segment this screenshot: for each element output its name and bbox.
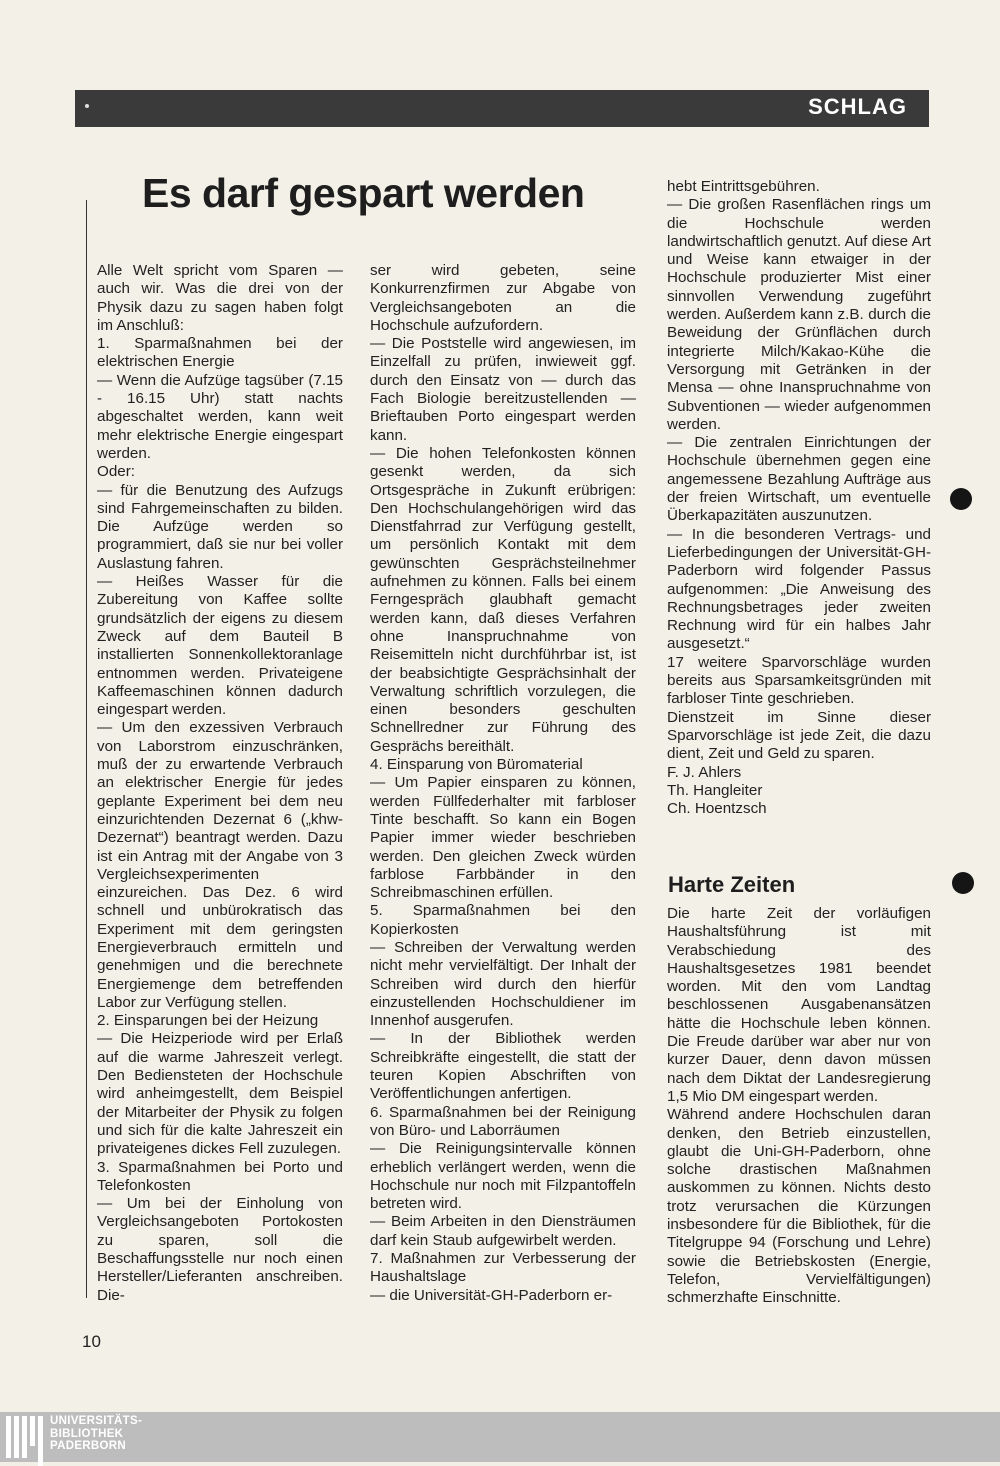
punch-hole-icon — [952, 872, 974, 894]
article2-title: Harte Zeiten — [668, 872, 796, 897]
paragraph: 7. Maßnahmen zur Verbesserung der Haushaltslage — [370, 1250, 636, 1286]
paragraph: — Um Papier einsparen zu können, werden Füllfederhalter mit farbloser Tinte beschafft. So kann ein Bogen Papier immer wieder beschrieben werden. Den gleichen Zweck würden farblose Farbbänder in den Schreibmaschinen erfüllen. — [370, 774, 636, 902]
paragraph: — Um den exzessiven Verbrauch von Laborstrom einzuschränken, muß der zu erwartende Verbrauch an elektrischer Energie für jedes geplante Experiment bei dem neu einzurichtenden Dezernat 6 („khw-Dezernat“) beantragt werden. Dazu ist ein Antrag mit der Angabe von 3 Vergleichsexperimenten einzureichen. Das Dez. 6 wird schnell und unbürokratisch das Experiment mit dem geringsten Energieverbrauch ermitteln und genehmigen und die berechnete Energiemenge dem betreffenden Labor zur Verfügung stellen. — [97, 719, 343, 1011]
paragraph: — Heißes Wasser für die Zubereitung von Kaffee sollte grundsätzlich der eigens zu diesem Zweck auf dem Bauteil B installierten Sonnenkollektoranlage entnommen werden. Privateigene Kaffeemaschinen können dadurch eingespart werden. — [97, 573, 343, 719]
paragraph: 1. Sparmaßnahmen bei der elektrischen Energie — [97, 335, 343, 371]
paragraph: 4. Einsparung von Büromaterial — [370, 756, 583, 774]
paragraph: — für die Benutzung des Aufzugs sind Fahrgemeinschaften zu bilden. Die Aufzüge werden so programmiert, daß sie nur bei voller Auslastung fahren. — [97, 481, 343, 572]
article-column-3 — [667, 178, 931, 818]
author-name: F. J. Ahlers — [667, 763, 742, 781]
page-number: 10 — [82, 1332, 101, 1351]
paragraph: 3. Sparmaßnahmen bei Porto und Telefonkosten — [97, 1158, 343, 1194]
library-name-line: BIBLIOTHEK — [50, 1427, 124, 1440]
library-logo-icon — [6, 1416, 42, 1458]
paragraph: Während andere Hochschulen daran denken, den Betrieb einzustellen, glaubt die Uni-GH-Paderborn, ohne solche drastischen Maßnahmen auskommen zu können. Nichts desto trotz verursachen die Kürzungen insbesondere für die Bibliothek, für die Titelgruppe 94 (Forschung und Lehre) sowie die Betriebskosten (Energie, Telefon, Vervielfältigungen) schmerzhafte Einschnitte. — [667, 1106, 931, 1307]
paragraph: — Die Heizperiode wird per Erlaß auf die warme Jahreszeit verlegt. Den Bediensteten der Hochschule wird anheimgestellt, dem Beispiel der Mitarbeiter der Physik zu folgen und sich für die kalte Jahreszeit ein privateigenes dickes Fell zuzulegen. — [97, 1030, 343, 1158]
paragraph: 6. Sparmaßnahmen bei der Reinigung von Büro- und Laborräumen — [370, 1103, 636, 1139]
article-column-2 — [370, 262, 636, 1305]
library-name-line: UNIVERSITÄTS- — [50, 1415, 143, 1427]
paragraph: — Die hohen Telefonkosten können gesenkt werden, da sich Ortsgespräche in Zukunft erübrigen: Den Hochschulangehörigen wird das Dienstfahrrad zur Verfügung gestellt, um persönlich Kontakt mit dem gewünschten Gesprächsteilnehmer aufnehmen zu können. Falls bei einem Ferngespräch glaubhaft gemacht werden kann, daß dieses Verfahren ohne Inanspruchnahme von Reisemitteln nicht durchführbar ist, ist der beabsichtigte Gesprächsinhalt der Verwaltung schriftlich vorzulegen, die einen besonders geschulten Schnellredner zur Führung des Gesprächs bereithält. — [370, 444, 636, 755]
paragraph: Alle Welt spricht vom Sparen — auch wir. Was die drei von der Physik dazu zu sagen haben folgt im Anschluß: — [97, 262, 343, 334]
library-footer — [0, 1412, 1000, 1462]
article-column-1 — [97, 262, 343, 1305]
paragraph: — Schreiben der Verwaltung werden nicht mehr vervielfältigt. Der Inhalt der Schreiben wird durch den hierfür einzustellenden Hochschuldiener im Innenhof ausgerufen. — [370, 938, 636, 1030]
paragraph: — Um bei der Einholung von Vergleichsangeboten Portokosten zu sparen, soll die Beschaffungsstelle nur noch einen Hersteller/Lieferanten anschreiben. Die- — [97, 1195, 343, 1304]
paragraph: — Die zentralen Einrichtungen der Hochschule übernehmen gegen eine angemessene Bezahlung Aufträge aus der freien Wirtschaft, um eventuelle Überkapazitäten auszunutzen. — [667, 434, 931, 525]
section-tag: SCHLAG — [808, 94, 907, 119]
author-name: Th. Hangleiter — [667, 781, 763, 799]
paragraph: 17 weitere Sparvorschläge wurden bereits aus Sparsamkeitsgründen mit farbloser Tinte geschrieben. — [667, 653, 931, 708]
punch-hole-icon — [950, 488, 972, 510]
paragraph: 2. Einsparungen bei der Heizung — [97, 1012, 319, 1030]
paragraph: — In die besonderen Vertrags- und Lieferbedingungen der Universität-GH-Paderborn wird folgender Passus aufgenommen: „Die Anweisung des Rechnungsbetrages jeder zweiten Rechnung wird für ein halbes Jahr ausgesetzt.“ — [667, 525, 931, 653]
author-name: Ch. Hoentzsch — [667, 800, 767, 818]
library-name — [50, 1415, 142, 1453]
paragraph: Die harte Zeit der vorläufigen Haushaltsführung ist mit Verabschiedung des Haushaltsgesetzes 1981 beendet worden. Mit den vom Landtag beschlossenen Ausgabenansätzen hätte die Hochschule leben können. Die Freude darüber war aber nur von kurzer Dauer, denn davon müssen nach dem Diktat der Landesregierung 1,5 Mio DM eingespart werden. — [667, 905, 931, 1105]
paragraph: 5. Sparmaßnahmen bei den Kopierkosten — [370, 902, 636, 938]
paragraph: — Die Reinigungsintervalle können erheblich verlängert werden, wenn die Hochschule nur noch mit Filzpantoffeln betreten wird. — [370, 1140, 636, 1213]
paragraph: ser wird gebeten, seine Konkurrenzfirmen zur Abgabe von Vergleichsangeboten an die Hochschule aufzufordern. — [370, 262, 636, 334]
article-title: Es darf gespart werden — [142, 170, 585, 216]
paragraph: — Beim Arbeiten in den Diensträumen darf kein Staub aufgewirbelt werden. — [370, 1213, 636, 1249]
paragraph: — die Universität-GH-Paderborn er- — [370, 1286, 613, 1304]
article2-body — [667, 905, 931, 1308]
column-rule — [86, 200, 87, 1298]
header-dot — [85, 104, 89, 108]
paragraph: — Die Poststelle wird angewiesen, im Einzelfall zu prüfen, inwieweit ggf. durch den Einsatz von — durch das Fach Biologie bereitzustellenden — Brieftauben Porto eingespart werden kann. — [370, 335, 636, 444]
section-header-bar — [75, 90, 929, 127]
paragraph: — In der Bibliothek werden Schreibkräfte eingestellt, die statt der teuren Kopien Abschriften von Veröffentlichungen anfertigen. — [370, 1030, 636, 1103]
paragraph: hebt Eintrittsgebühren. — [667, 178, 820, 195]
library-name-line: PADERBORN — [50, 1440, 126, 1452]
paragraph: — Die großen Rasenflächen rings um die Hochschule werden landwirtschaftlich genutzt. Auf diese Art und Weise kann etwaiger in der Hochschule produzierter Mist einer sinnvollen Verwendung zugeführt werden. Außerdem kann z.B. durch die Beweidung der Grünflächen durch integrierte Milch/Kakao-Kühe die Versorgung mit Getränken in der Mensa — ohne Inanspruchnahme von Subventionen — wieder aufgenommen werden. — [667, 196, 931, 433]
paragraph: Dienstzeit im Sinne dieser Sparvorschläge ist jede Zeit, die dazu dient, Zeit und Geld zu sparen. — [667, 708, 931, 763]
paragraph: — Wenn die Aufzüge tagsüber (7.15 - 16.15 Uhr) statt nachts abgeschaltet werden, kann weit mehr elektrische Energie eingespart werden. — [97, 371, 343, 462]
paragraph: Oder: — [97, 463, 135, 481]
